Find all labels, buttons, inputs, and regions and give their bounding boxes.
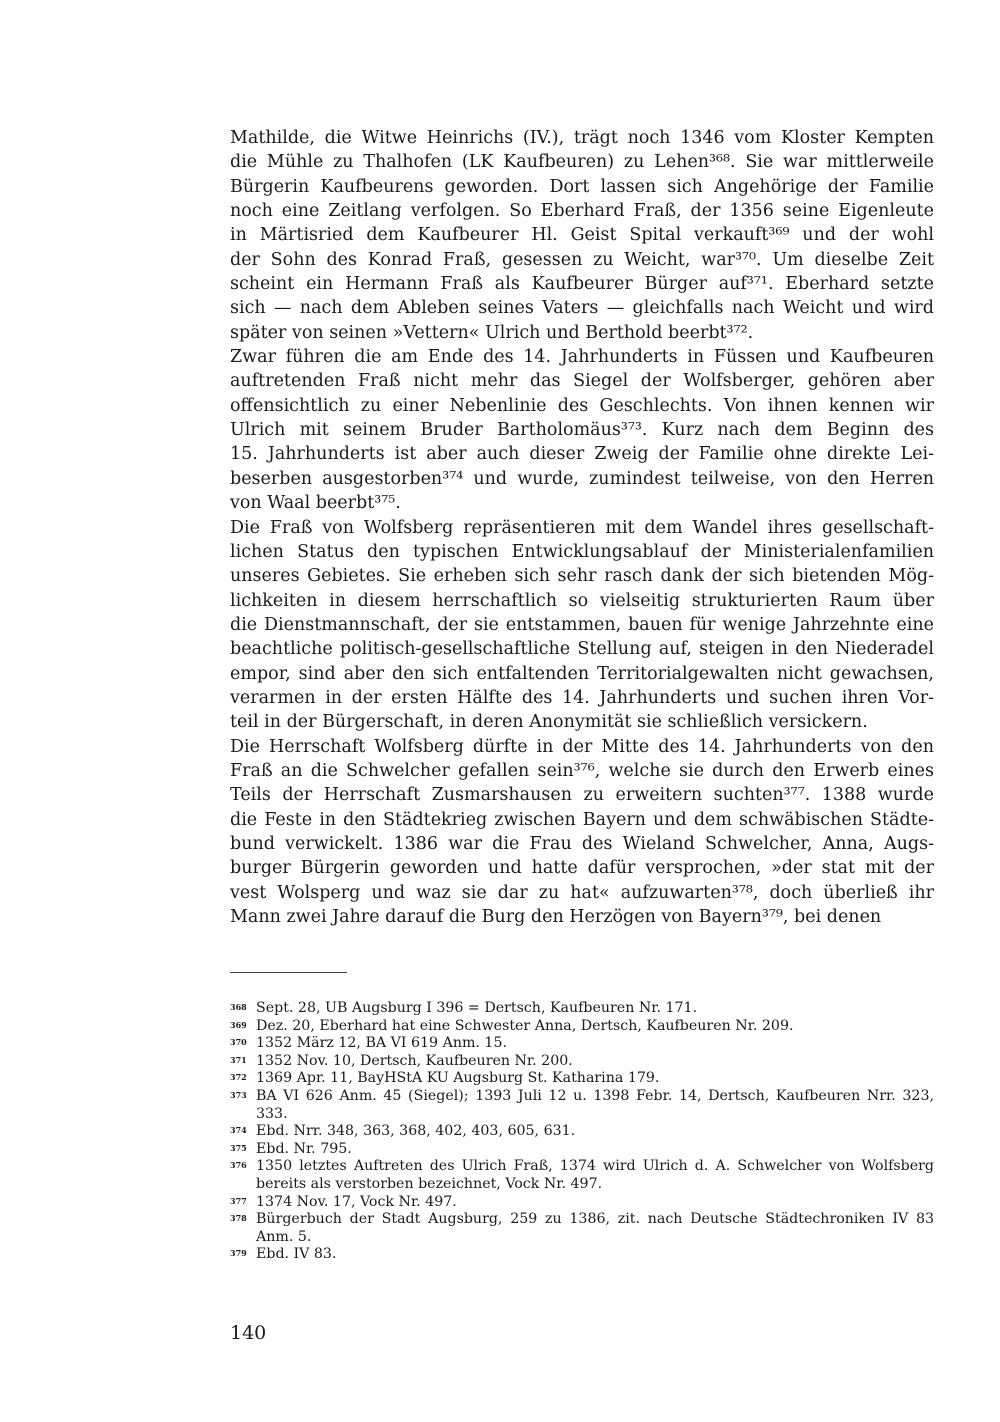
footnote-number: 369	[230, 1019, 247, 1030]
text-line: beachtliche politisch-gesellschaftliche Stellung auf, steigen in den Niederadel	[230, 639, 934, 660]
footnote	[230, 1211, 934, 1246]
text-line: die Mühle zu Thalhofen (LK Kaufbeuren) zu Lehen³⁶⁸. Sie war mittlerweile	[230, 152, 934, 173]
text-line: Die Fraß von Wolfsberg repräsentieren mit dem Wandel ihres gesellschaft-	[230, 517, 934, 538]
footnote	[230, 1035, 934, 1053]
footnote-number: 370	[230, 1037, 247, 1048]
text-line: vest Wolsperg und waz sie dar zu hat« aufzuwarten³⁷⁸, doch überließ ihr	[230, 882, 934, 903]
text-line: offensichtlich zu einer Nebenlinie des Geschlechts. Von ihnen kennen wir	[230, 395, 934, 416]
text-line: in Märtisried dem Kaufbeurer Hl. Geist Spital verkauft³⁶⁹ und der wohl	[230, 225, 934, 246]
footnote-number: 368	[230, 1002, 247, 1012]
text-line: die Feste in den Städtekrieg zwischen Bayern und dem schwäbischen Städte-	[230, 809, 934, 830]
text-line: 15. Jahrhunderts ist aber auch dieser Zweig der Familie ohne direkte Lei-	[230, 444, 934, 465]
text-line: Fraß an die Schwelcher gefallen sein³⁷⁶, welche sie durch den Erwerb eines	[230, 760, 934, 781]
footnote	[230, 1194, 934, 1212]
text-line: Teils der Herrschaft Zusmarshausen zu erweitern suchten³⁷⁷. 1388 wurde	[230, 785, 934, 806]
footnote-text: Dez. 20, Eberhard hat eine Schwester Anna, Dertsch, Kaufbeuren Nr. 209.	[256, 1017, 794, 1034]
footnote-text: 1352 März 12, BA VI 619 Anm. 15.	[256, 1035, 507, 1052]
text-line: burger Bürgerin geworden und hatte dafür versprochen, »der stat mit der	[230, 858, 934, 879]
footnote-number: 374	[230, 1125, 247, 1136]
text-line: lichen Status den typischen Entwicklungsablauf der Ministerialenfamilien	[230, 541, 934, 562]
footnote-text: 1350 letztes Auftreten des Ulrich Fraß, 1374 wird Ulrich d. A. Schwelcher von Wolfsberg bereits als verstorben bezeichnet, Vock Nr. 497.	[256, 1158, 934, 1192]
footnote	[230, 1070, 934, 1088]
footnote-number: 378	[230, 1213, 247, 1224]
footnote-number: 376	[230, 1160, 247, 1171]
footnote-separator	[230, 972, 347, 973]
footnote-text: 1374 Nov. 17, Vock Nr. 497.	[256, 1193, 457, 1210]
main-text	[230, 126, 934, 929]
footnote	[230, 1246, 934, 1264]
footnote	[230, 1000, 934, 1018]
footnote-text: Ebd. IV 83.	[256, 1246, 337, 1263]
footnote-text: Sept. 28, UB Augsburg I 396 = Dertsch, Kaufbeuren Nr. 171.	[256, 1000, 698, 1016]
text-line: sich — nach dem Ableben seines Vaters — gleichfalls nach Weicht und wird	[230, 298, 934, 319]
text-line: unseres Gebietes. Sie erheben sich sehr rasch dank der sich bietenden Mög-	[230, 566, 934, 587]
text-line: von Waal beerbt³⁷⁵.	[230, 493, 401, 514]
footnote-number: 373	[230, 1089, 247, 1100]
page-number: 140	[230, 1322, 267, 1344]
text-line: der Sohn des Konrad Fraß, gesessen zu Weicht, war³⁷⁰. Um dieselbe Zeit	[230, 249, 934, 270]
text-line: teil in der Bürgerschaft, in deren Anonymität sie schließlich versickern.	[230, 712, 868, 733]
text-line: verarmen in der ersten Hälfte des 14. Jahrhunderts und suchen ihren Vor-	[230, 687, 934, 708]
footnote	[230, 1018, 934, 1036]
text-line: scheint ein Hermann Fraß als Kaufbeurer Bürger auf³⁷¹. Eberhard setzte	[230, 274, 934, 295]
text-line: Bürgerin Kaufbeurens geworden. Dort lassen sich Angehörige der Familie	[230, 176, 934, 197]
footnote	[230, 1158, 934, 1193]
footnote	[230, 1141, 934, 1159]
text-line: beserben ausgestorben³⁷⁴ und wurde, zumindest teilweise, von den Herren	[230, 468, 934, 489]
footnote-number: 375	[230, 1142, 247, 1153]
footnote-text: 1352 Nov. 10, Dertsch, Kaufbeuren Nr. 200.	[256, 1052, 573, 1069]
footnote-text: Bürgerbuch der Stadt Augsburg, 259 zu 1386, zit. nach Deutsche Städtechroniken IV 83 Anm. 5.	[256, 1211, 934, 1245]
footnote-text: Ebd. Nrr. 348, 363, 368, 402, 403, 605, 631.	[256, 1123, 576, 1140]
text-line: bund verwickelt. 1386 war die Frau des Wieland Schwelcher, Anna, Augs-	[230, 833, 934, 854]
footnote-text: 1369 Apr. 11, BayHStA KU Augsburg St. Katharina 179.	[256, 1070, 660, 1087]
text-line: Mathilde, die Witwe Heinrichs (IV.), trägt noch 1346 vom Kloster Kempten	[230, 128, 934, 148]
text-line: Zwar führen die am Ende des 14. Jahrhunderts in Füssen und Kaufbeuren	[230, 347, 934, 368]
footnote-text: Ebd. Nr. 795.	[256, 1140, 352, 1157]
footnote	[230, 1088, 934, 1123]
footnote	[230, 1123, 934, 1141]
footnotes	[230, 1000, 934, 1264]
text-line: empor, sind aber den sich entfaltenden Territorialgewalten nicht gewachsen,	[230, 663, 934, 684]
text-line: lichkeiten in diesem herrschaftlich so vielseitig strukturierten Raum über	[230, 590, 934, 611]
text-line: auftretenden Fraß nicht mehr das Siegel der Wolfsberger, gehören aber	[230, 371, 934, 392]
text-line: Die Herrschaft Wolfsberg dürfte in der Mitte des 14. Jahrhunderts von den	[230, 736, 934, 757]
footnote-number: 372	[230, 1072, 247, 1083]
footnote	[230, 1053, 934, 1071]
text-line: später von seinen »Vettern« Ulrich und Berthold beerbt³⁷².	[230, 322, 754, 343]
footnote-number: 379	[230, 1248, 247, 1259]
text-line: noch eine Zeitlang verfolgen. So Eberhard Fraß, der 1356 seine Eigenleute	[230, 201, 934, 222]
text-line: Ulrich mit seinem Bruder Bartholomäus³⁷³. Kurz nach dem Beginn des	[230, 420, 934, 441]
footnote-number: 371	[230, 1054, 247, 1065]
footnote-number: 377	[230, 1195, 247, 1206]
text-line: die Dienstmannschaft, der sie entstammen, bauen für wenige Jahrzehnte eine	[230, 614, 934, 635]
footnote-text: BA VI 626 Anm. 45 (Siegel); 1393 Juli 12 u. 1398 Febr. 14, Dertsch, Kaufbeuren Nrr. 323, 333.	[256, 1087, 934, 1122]
text-line: Mann zwei Jahre darauf die Burg den Herzögen von Bayern³⁷⁹, bei denen	[230, 907, 882, 927]
